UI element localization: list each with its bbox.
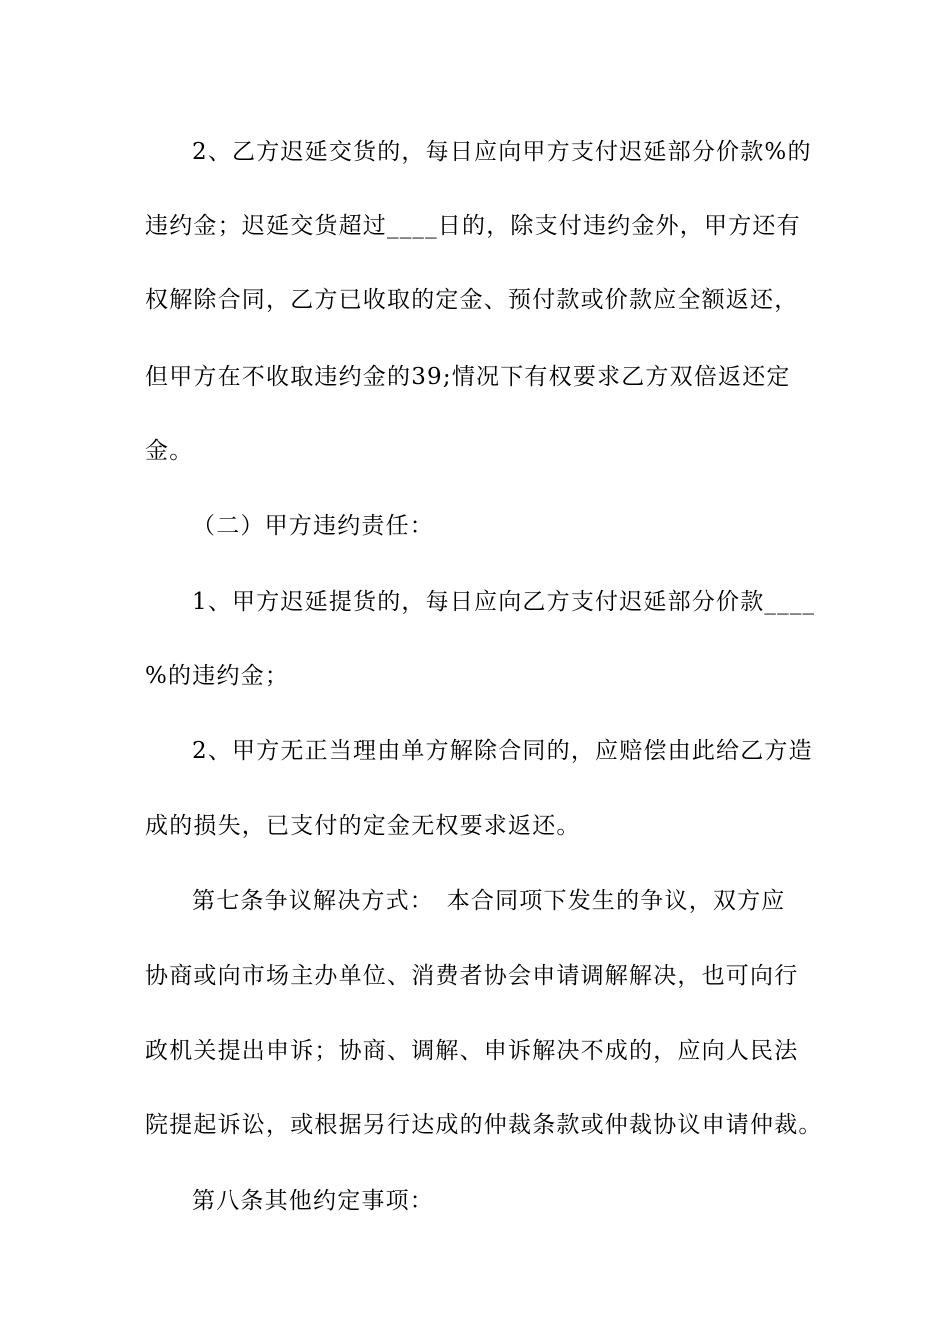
paragraph-line: 政机关提出申诉；协商、调解、申诉解决不成的，应向人民法 bbox=[145, 1038, 799, 1064]
paragraph-line: 权解除合同，乙方已收取的定金、预付款或价款应全额返还， bbox=[145, 287, 799, 313]
paragraph-line: 2、甲方无正当理由单方解除合同的，应赔偿由此给乙方造 bbox=[192, 738, 813, 764]
paragraph-line: 但甲方在不收取违约金的39;情况下有权要求乙方双倍返还定 bbox=[145, 364, 791, 390]
paragraph-line: 违约金；迟延交货超过____日的，除支付违约金外，甲方还有 bbox=[145, 213, 801, 239]
paragraph-line: 成的损失，已支付的定金无权要求返还。 bbox=[145, 813, 581, 839]
article-heading-line: 第七条争议解决方式： 本合同项下发生的争议，双方应 bbox=[192, 888, 786, 914]
paragraph-line: %的违约金； bbox=[145, 663, 290, 689]
section-heading: （二）甲方违约责任： bbox=[192, 513, 434, 539]
paragraph-line: 院提起诉讼，或根据另行达成的仲裁条款或仲裁协议申请仲裁。 bbox=[145, 1112, 823, 1138]
paragraph-line: 金。 bbox=[145, 438, 194, 464]
article-heading: 第八条其他约定事项： bbox=[192, 1188, 434, 1214]
paragraph-line: 1、甲方迟延提货的，每日应向乙方支付迟延部分价款____ bbox=[192, 589, 816, 615]
paragraph-line: 协商或向市场主办单位、消费者协会申请调解解决，也可向行 bbox=[145, 963, 799, 989]
paragraph-line: 2、乙方迟延交货的，每日应向甲方支付迟延部分价款%的 bbox=[192, 139, 812, 165]
